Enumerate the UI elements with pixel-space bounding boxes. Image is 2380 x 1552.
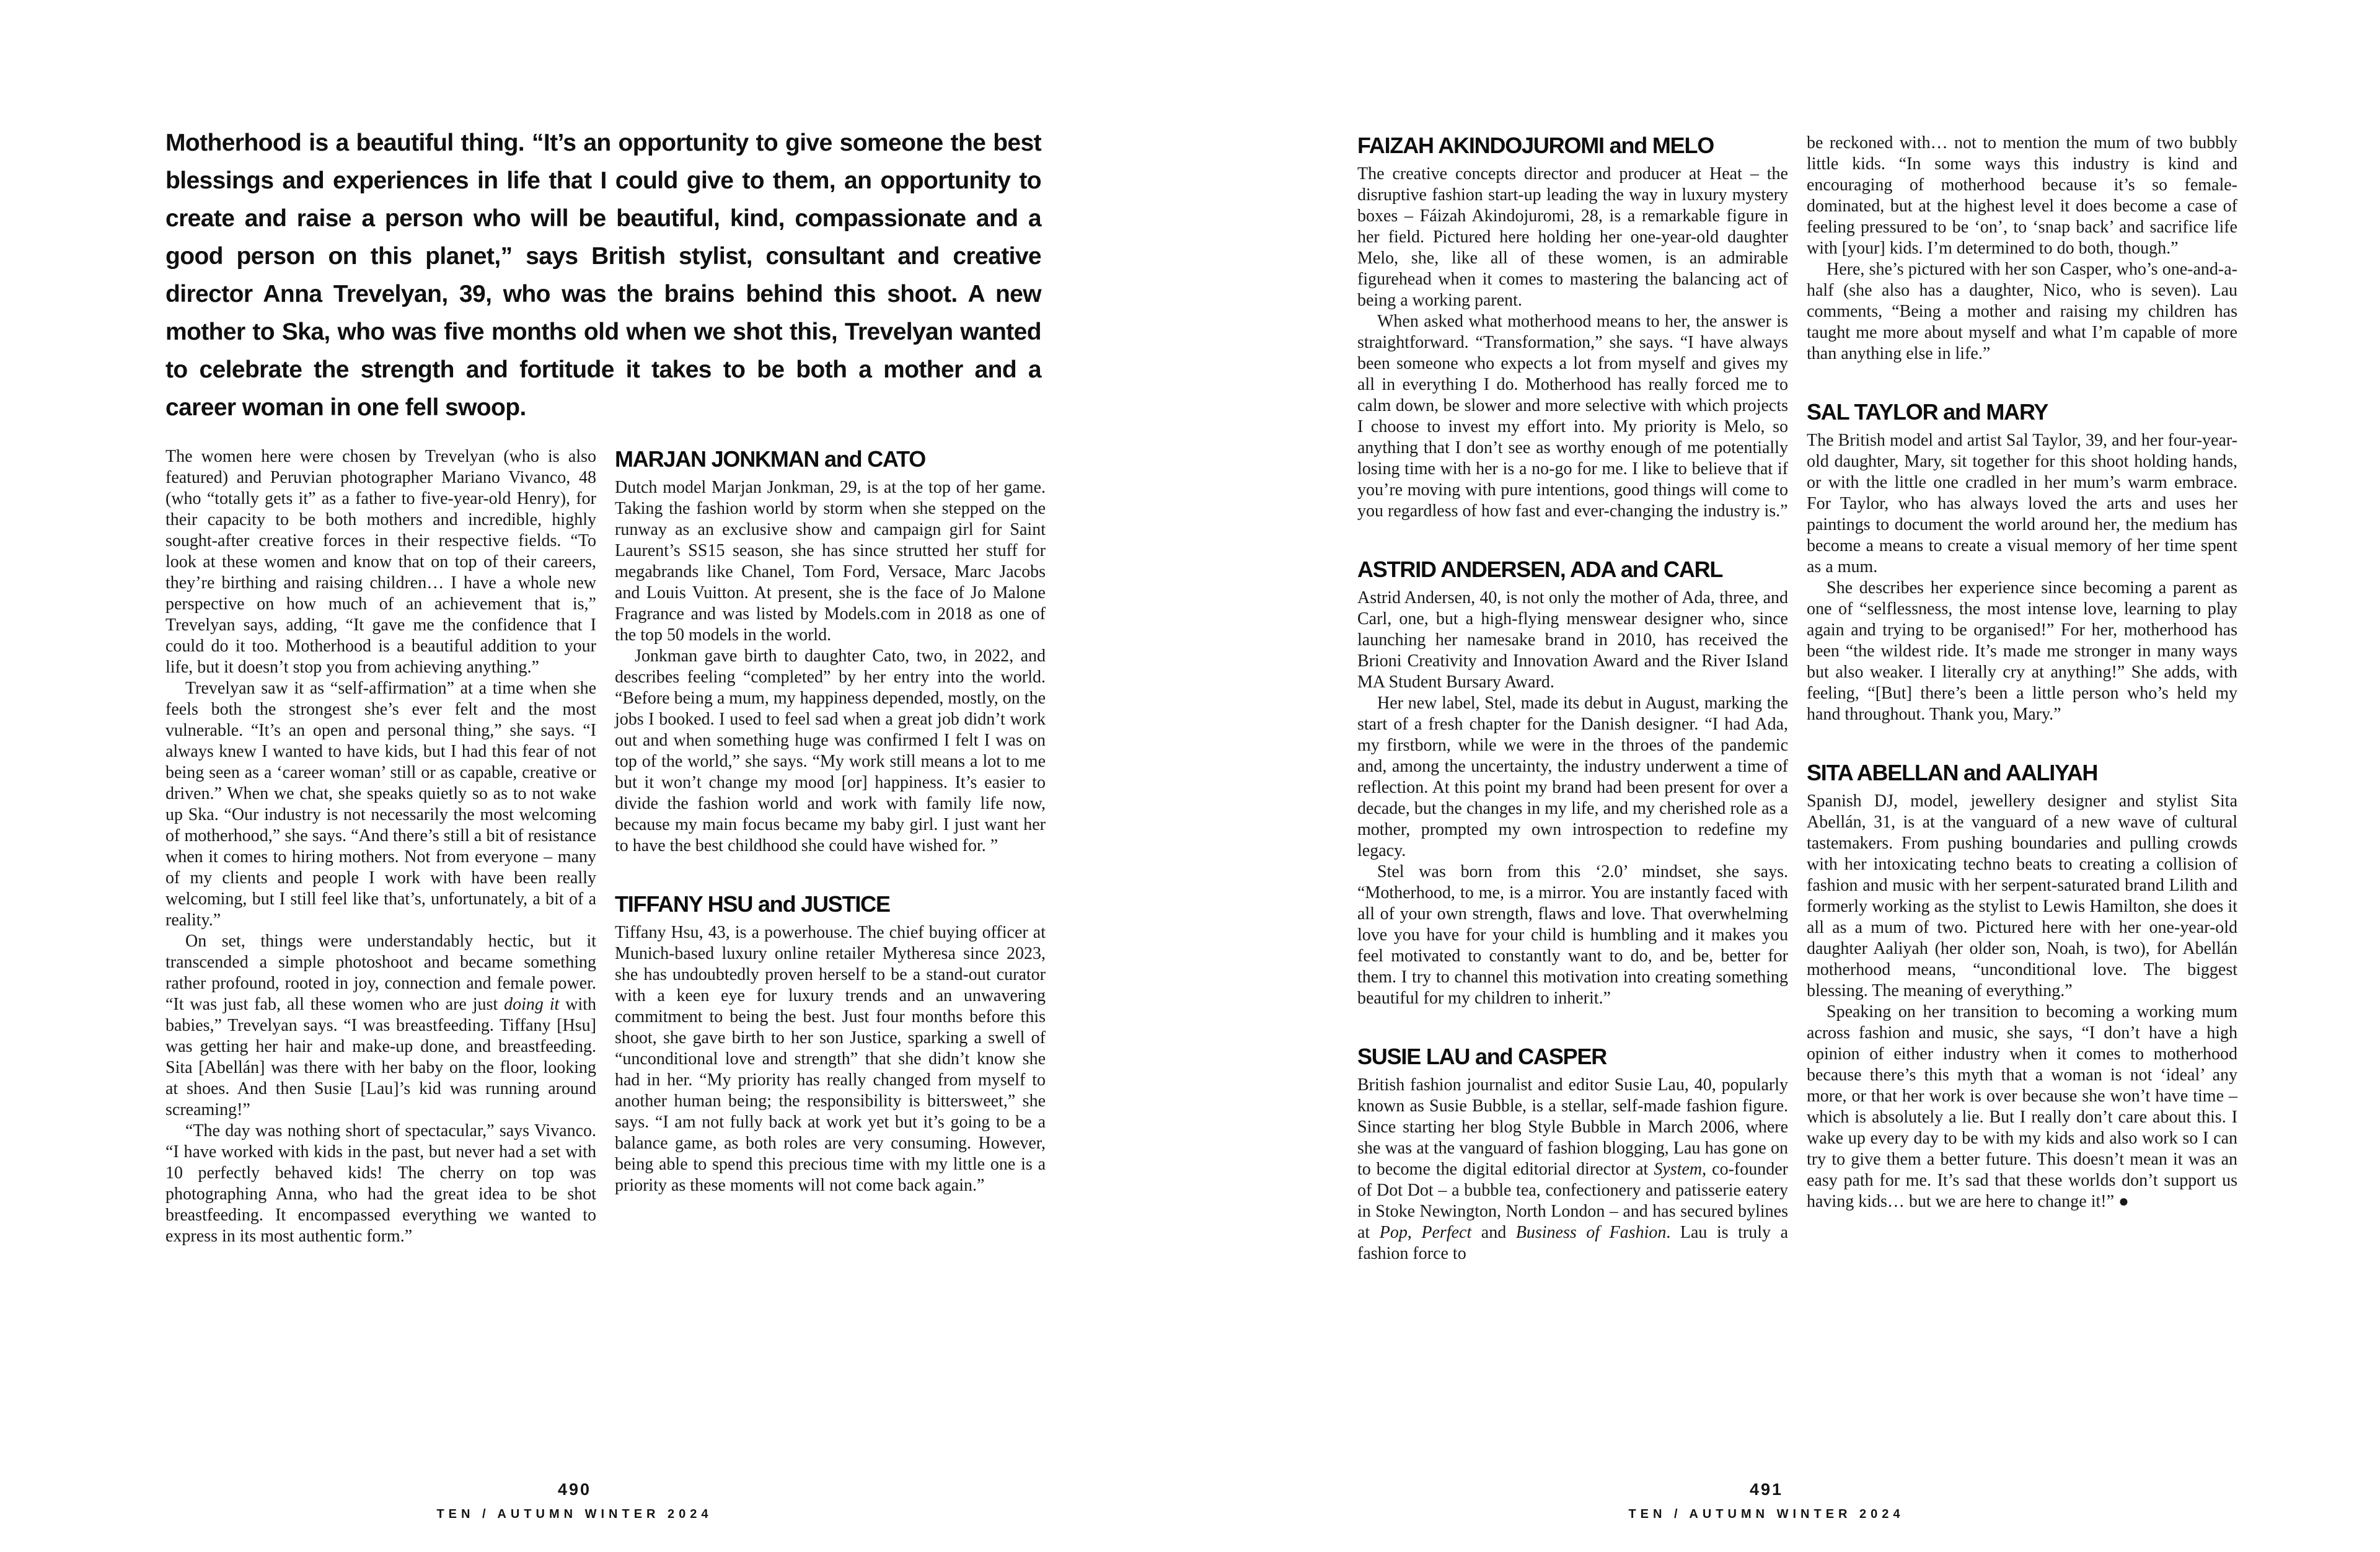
section-heading: TIFFANY HSU and JUSTICE bbox=[615, 891, 890, 917]
body-paragraph bbox=[1357, 1075, 1788, 1264]
body-paragraph bbox=[1807, 430, 2237, 578]
footer-left bbox=[165, 1480, 984, 1522]
italic-text: doing it bbox=[504, 995, 560, 1014]
page-number: 491 bbox=[1749, 1480, 1784, 1499]
text-segment: The women here were chosen by Trevelyan (who is also featured) and Peruvian photographer Mariano Vivanco, 48 (who “totally gets it” as a father to five-year-old Henry), for their capacity to be both mothers and incredible, highly sought-after creative forces in their respective fields. “To look at these women and know that on top of their careers, they’re birthing and raising children… I have a whole new perspective on how much of an achievement that is,” Trevelyan says, adding, “It gave me the confidence that I could do it too. Motherhood is a beautiful addition to your life, but it doesn’t stop you from achieving anything.” bbox=[165, 447, 596, 677]
magazine-credit: TEN / AUTUMN WINTER 2024 bbox=[1628, 1507, 1905, 1521]
magazine-credit: TEN / AUTUMN WINTER 2024 bbox=[436, 1507, 713, 1521]
body-paragraph bbox=[1357, 862, 1788, 1009]
left-column-2 bbox=[615, 446, 1046, 1247]
section-heading: SUSIE LAU and CASPER bbox=[1357, 1044, 1607, 1069]
body-paragraph bbox=[1807, 1002, 2237, 1212]
text-segment: She describes her experience since becoming a parent as one of “selflessness, the most intense love, learning to play again and trying to be organised!” For her, motherhood has been “the wildest ride. It’s made me stronger in many ways but also weaker. I literally cry at anything!” She adds, with feeling, “[But] there’s been a little person who’s held my hand throughout. Thank you, Mary.” bbox=[1807, 578, 2237, 724]
text-segment: . Lau is truly a fashion force to bbox=[1357, 1223, 1788, 1263]
italic-text: Pop bbox=[1379, 1223, 1408, 1242]
body-paragraph bbox=[1807, 578, 2237, 725]
text-segment: Trevelyan saw it as “self-affirmation” at a time when she feels both the strongest she’s ever felt and the most vulnerable. “It’s an open and personal thing,” she says. “I always knew I wanted to have kids, but I had this fear of not being seen as a ‘career woman’ still or as capable, creative or driven.” When we chat, she speaks quietly so as to not wake up Ska. “Our industry is not necessarily the most welcoming of motherhood,” she says. “And there’s still a bit of resistance when it comes to hiring mothers. Not from everyone – many of my clients and people I work with have been really welcoming, but I still feel like that’s, unfortunately, a bit of a reality.” bbox=[165, 679, 596, 930]
section-heading: SITA ABELLAN and AALIYAH bbox=[1807, 760, 2098, 785]
body-paragraph bbox=[1807, 791, 2237, 1002]
text-segment: Tiffany Hsu, 43, is a powerhouse. The chief buying officer at Munich-based luxury online retailer Mytheresa since 2023, she has undoubtedly proven herself to be a stand-out curator with a keen eye for luxury trends and an unwavering commitment to being the best. Just four months before this shoot, she gave birth to her son Justice, sparking a swell of “unconditional love and strength” that she didn’t know she had in her. “My priority has really changed from myself to another human being; the responsibility is bittersweet,” she says. “I am not fully back at work yet but it’s going to be a balance game, as both roles are very consuming. However, being able to spend this precious time with my little one is a priority as these moments will not come back again.” bbox=[615, 923, 1046, 1195]
text-segment: Speaking on her transition to becoming a working mum across fashion and music, she says, “I don’t have a high opinion of either industry when it comes to motherhood because there’s this myth that a woman is not ‘ideal’ any more, or that her work is over because she won’t have time – which is absolutely a lie. But I really don’t care about this. I wake up every day to be with my kids and also work so I can try to give them a better future. This doesn’t mean it was an easy path for me. It’s sad that these worlds don’t support us having kids… but we are here to change it!” ● bbox=[1807, 1002, 2237, 1211]
text-segment: Spanish DJ, model, jewellery designer and stylist Sita Abellán, 31, is at the vanguard of a new wave of cultural tastemakers. From pushing boundaries and pulling crowds with her intoxicating techno beats to creating a collision of fashion and music with her serpent-saturated brand Lilith and formerly working as the stylist to Lewis Hamilton, she does it all as a mum of two. Pictured here with her one-year-old daughter Aaliyah (her older son, Noah, is two), for Abellán motherhood means, “unconditional love. The biggest blessing. The meaning of everything.” bbox=[1807, 791, 2237, 1000]
body-paragraph bbox=[1357, 693, 1788, 862]
text-segment: Stel was born from this ‘2.0’ mindset, she says. “Motherhood, to me, is a mirror. You are instantly faced with all of your own strength, flaws and love. That overwhelming love you have for your child is humbling and it makes you feel motivated to constantly want to do, and be, better for them. I try to channel this motivation into creating something beautiful for my children to inherit.” bbox=[1357, 862, 1788, 1008]
section-heading: ASTRID ANDERSEN, ADA and CARL bbox=[1357, 557, 1723, 582]
body-paragraph bbox=[1357, 164, 1788, 311]
text-segment: Jonkman gave birth to daughter Cato, two, in 2022, and describes feeling “completed” by her entry into the world. “Before being a mum, my happiness depended, mostly, on the jobs I booked. I used to feel sad when a great job didn’t work out and when something huge was confirmed I felt I was on top of the world,” she says. “My work still means a lot to me but it won’t change my mood [or] happiness. It’s easier to divide the fashion world and work with family life now, because my main focus became my baby girl. I just want her to have the best childhood she could have wished for. ” bbox=[615, 646, 1046, 855]
body-paragraph bbox=[615, 477, 1046, 646]
section-heading: FAIZAH AKINDOJUROMI and MELO bbox=[1357, 133, 1714, 158]
section-heading: SAL TAYLOR and MARY bbox=[1807, 399, 2048, 425]
section-heading: MARJAN JONKMAN and CATO bbox=[615, 446, 926, 472]
right-column-2 bbox=[1807, 133, 2237, 1264]
right-column-1 bbox=[1357, 133, 1788, 1264]
text-segment: be reckoned with… not to mention the mum of two bubbly little kids. “In some ways this industry is kind and encouraging of motherhood because it’s so female-dominated, but at the highest level it does become a case of feeling pressured to be ‘on’, to ‘snap back’ and sacrifice life with [your] kids. I’m determined to do both, though.” bbox=[1807, 133, 2237, 258]
text-segment: and bbox=[1471, 1223, 1516, 1242]
text-segment: British fashion journalist and editor Susie Lau, 40, popularly known as Susie Bubble, is a stellar, self-made fashion figure. Since starting her blog Style Bubble in March 2006, where she was at the vanguard of fashion blogging, Lau has gone on to become the digital editorial director at bbox=[1357, 1075, 1788, 1179]
body-paragraph bbox=[1807, 259, 2237, 364]
text-segment: On set, things were understandably hectic, but it transcended a simple photoshoot and became something rather profound, rooted in joy, connection and female power. “It was just fab, all these women who are just bbox=[165, 932, 596, 1014]
text-segment: “The day was nothing short of spectacular,” says Vivanco. “I have worked with kids in the past, but never had a set with 10 perfectly behaved kids! The cherry on top was photographing Anna, who had the great idea to be shot breastfeeding. It encompassed everything we wanted to express in its most authentic form.” bbox=[165, 1121, 596, 1246]
body-paragraph bbox=[1357, 311, 1788, 522]
page-right-columns bbox=[1357, 133, 2242, 1264]
text-segment: , co-founder of Dot Dot – a bubble tea, confectionery and patisserie eatery in Stoke Newington, North London – and has secured bylines at bbox=[1357, 1160, 1788, 1242]
footer-right bbox=[1357, 1480, 2175, 1522]
text-segment: The British model and artist Sal Taylor, 39, and her four-year-old daughter, Mary, sit together for this shoot holding hands, or with the little one cradled in her mum’s warm embrace. For Taylor, who has always loved the arts and uses her paintings to document the world around her, the medium has become a means to create a visual memory of her time spent as a mum. bbox=[1807, 431, 2237, 576]
text-segment: , bbox=[1407, 1223, 1422, 1242]
body-paragraph bbox=[615, 922, 1046, 1196]
page-left-columns bbox=[165, 446, 1046, 1247]
body-paragraph bbox=[615, 646, 1046, 857]
page-number: 490 bbox=[557, 1480, 592, 1499]
page-left bbox=[165, 124, 1046, 1247]
page-right bbox=[1357, 133, 2242, 1264]
body-paragraph bbox=[165, 678, 596, 931]
italic-text: Business of Fashion bbox=[1515, 1223, 1667, 1242]
italic-text: System bbox=[1654, 1160, 1703, 1179]
text-segment: Dutch model Marjan Jonkman, 29, is at the top of her game. Taking the fashion world by storm when she stepped on the runway as an exclusive show and campaign girl for Saint Laurent’s SS15 season, she has since strutted her stuff for megabrands like Chanel, Tom Ford, Versace, Marc Jacobs and Louis Vuitton. At present, she is the face of Jo Malone Fragrance and was listed by Models.com in 2018 as one of the top 50 models in the world. bbox=[615, 478, 1046, 645]
text-segment: Astrid Andersen, 40, is not only the mother of Ada, three, and Carl, one, but a high-flying menswear designer who, since launching her namesake brand in 2010, has received the Brioni Creativity and Innovation Award and the River Island MA Student Bursary Award. bbox=[1357, 588, 1788, 692]
text-segment: When asked what motherhood means to her, the answer is straightforward. “Transformation,” she says. “I have always been someone who expects a lot from myself and gives my all in everything I do. Motherhood has really forced me to calm down, be slower and more selective with which projects I choose to invest my effort into. My priority is Melo, so anything that I don’t see as worthy enough of me potentially losing time with her is a no-go for me. I like to believe that if you’re moving with pure intentions, good things will come to you regardless of how fast and ever-changing the industry is.” bbox=[1357, 312, 1788, 521]
left-column-1 bbox=[165, 446, 596, 1247]
text-segment: The creative concepts director and producer at Heat – the disruptive fashion start-up leading the way in luxury mystery boxes – Fáizah Akindojuromi, 28, is a remarkable figure in her field. Pictured here holding her one-year-old daughter Melo, she, like all of these women, is an admirable figurehead when it comes to mastering the balancing act of being a working parent. bbox=[1357, 164, 1788, 310]
text-segment: Here, she’s pictured with her son Casper, who’s one-and-a-half (she also has a daughter, Nico, who is seven). Lau comments, “Being a mother and raising my children has taught me more about myself and what I’m capable of more than anything else in life.” bbox=[1807, 260, 2237, 363]
body-paragraph bbox=[165, 1121, 596, 1247]
body-paragraph bbox=[165, 446, 596, 678]
body-paragraph bbox=[1357, 588, 1788, 693]
body-paragraph bbox=[1807, 133, 2237, 259]
text-segment: Her new label, Stel, made its debut in August, marking the start of a fresh chapter for the Danish designer. “I had Ada, my firstborn, while we were in the throes of the pandemic and, among the uncertainty, the industry underwent a time of reflection. At this point my brand had been present for over a decade, but the changes in my life, and my cherished role as a mother, prompted my own introspection to redefine my legacy. bbox=[1357, 694, 1788, 860]
italic-text: Perfect bbox=[1421, 1223, 1472, 1242]
text-segment: with babies,” Trevelyan says. “I was breastfeeding. Tiffany [Hsu] was getting her hair and make-up done, and breastfeeding. Sita [Abellán] was there with her baby on the floor, looking at shoes. And then Susie [Lau]’s kid was running around screaming!” bbox=[165, 995, 597, 1119]
intro-standfirst: Motherhood is a beautiful thing. “It’s an opportunity to give someone the best blessings and experiences in life that I could give to them, an opportunity to create and raise a person who will be beautiful, kind, compassionate and a good person on this planet,” says British stylist, consultant and creative director Anna Trevelyan, 39, who was the brains behind this shoot. A new mother to Ska, who was five months old when we shot this, Trevelyan wanted to celebrate the strength and fortitude it takes to be both a mother and a career woman in one fell swoop. bbox=[165, 130, 1041, 421]
body-paragraph bbox=[165, 931, 596, 1121]
